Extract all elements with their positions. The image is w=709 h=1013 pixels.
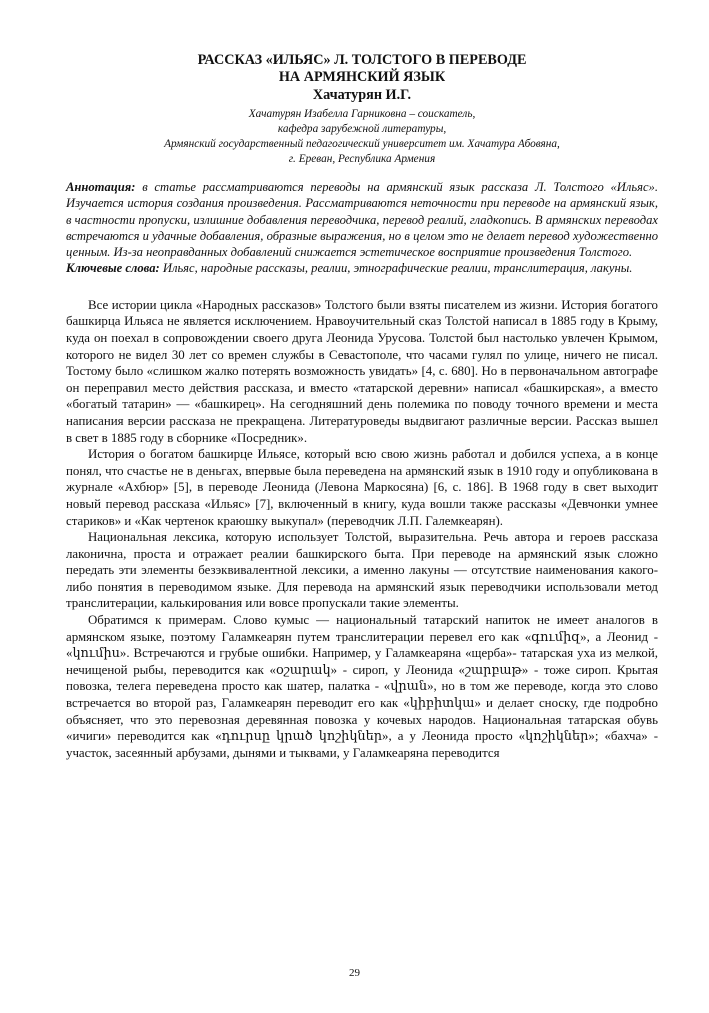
body-paragraph: Все истории цикла «Народных рассказов» Толстого были взяты писателем из жизни. История богатого башкирца Ильяса не является исключением. Нравоучительный сказ Толстой написал в 1885 году в Крыму, куда он поехал в сопровождении своего друга Леонида Урусова. Толстой был настолько увлечен Крымом, которого не видел 30 лет со времен службы в Севастополе, что часами гулял по улице, ничего не писал. Тостому было «слишком жалко потерять возможность увидать» [4, с. 680]. Но в первоначальном автографе он переправил место действия рассказа, и вместо «татарской деревни» написал «башкирская», а вместо «богатый татарин» — «башкирец». На сегодняшний день полемика по поводу точного времени и места написания версии рассказа не прекращена. Литературоведы выдвигают различные версии. Рассказ вышел в свет в 1885 году в сборнике «Посредник». [66, 297, 658, 445]
affiliation-block [66, 107, 658, 167]
affiliation-line: кафедра зарубежной литературы, [277, 123, 447, 135]
article [66, 52, 658, 761]
keywords-text: Ильяс, народные рассказы, реалии, этнографические реалии, транслитерация, лакуны. [159, 261, 633, 276]
article-title-line-1: РАССКАЗ «ИЛЬЯС» Л. ТОЛСТОГО В ПЕРЕВОДЕ [197, 52, 527, 68]
body-paragraph: Обратимся к примерам. Слово кумыс — национальный татарский напиток не имеет аналогов в армянском языке, поэтому Галамкеарян путем транслитерации перевел его как «գումիզ», а Леонид - «կումիս». Встречаются и грубые ошибки. Например, у Галамкеаряна «щерба»- татарская уха из мелкой, нечищеной рыбы, переводится как «օշարակ» - сироп, у Леонида «շարբաթ» - тоже сироп. Крытая повозка, телега переведена просто как шатер, палатка - «վրան», но в том же переводе, когда это слово встречается во второй раз, Галамкеарян переводит его как «կիբիտկա» и делает сноску, где подробно объясняет, что это перевозная деревянная повозка у кочевых народов. Национальная татарская обувь «ичиги» переводится как «դուրսը կրած կոշիկներ», а у Леонида просто «կոշիկներ»; «бахча» - участок, засеянный арбузами, дынями и тыквами, у Галамкеаряна переводится [66, 613, 658, 760]
author-name: Хачатурян И.Г. [312, 87, 412, 103]
body-paragraph: Национальная лексика, которую использует Толстой, выразительна. Речь автора и героев рассказа лаконична, проста и отражает реалии башкирского быта. При переводе на армянский язык сложно передать эти элементы безэквивалентной лексики, а именно лакуны — отсутствие наименования какого-либо понятия в переводимом языке. Для перевода на армянский язык переводчики использовали метод транслитерации, калькирования или вовсе пропускали такие элементы. [66, 530, 658, 611]
body-paragraph: История о богатом башкирце Ильясе, который всю свою жизнь работал и добился успеха, а в конце понял, что счастье не в деньгах, впервые была переведена на армянский язык в 1910 году и опубликована в журнале «Ахбюр» [5], в переводе Леонида (Левона Маркосяна) [6, с. 186]. В 1968 году в свет выходит новый перевод рассказа «Ильяс» [7], включенный в книгу, куда вошли также рассказы «Девчонки умнее стариков» и «Как чертенок краюшку выкупал» (переводчик Л.П. Галемкеарян). [66, 447, 658, 528]
affiliation-line: Армянский государственный педагогический университет им. Хачатура Абовяна, [164, 138, 560, 150]
abstract [66, 179, 658, 260]
keywords [66, 260, 658, 276]
affiliation-line: Хачатурян Изабелла Гарниковна – соискатель, [248, 108, 476, 120]
abstract-label: Аннотация: [66, 180, 136, 194]
abstract-block [66, 179, 658, 277]
page-number: 29 [349, 967, 360, 979]
keywords-label: Ключевые слова: [66, 261, 160, 276]
affiliation-line: г. Ереван, Республика Армения [288, 153, 436, 165]
article-body [66, 297, 658, 762]
article-title-line-2: НА АРМЯНСКИЙ ЯЗЫК [278, 69, 446, 85]
abstract-text: в статье рассматриваются переводы на армянский язык рассказа Л. Толстого «Ильяс». Изучается история создания произведения. Рассматриваются неточности при переводе на армянский язык, в частности пропуски, излишние добавления переводчика, перевод реалий, гладкопись. В армянских переводах встречаются и удачные добавления, образные выражения, но в целом это не делает перевод художественно ценным. Из-за неоправданных добавлений снижается эстетическое восприятие произведения Толстого. [66, 180, 658, 260]
